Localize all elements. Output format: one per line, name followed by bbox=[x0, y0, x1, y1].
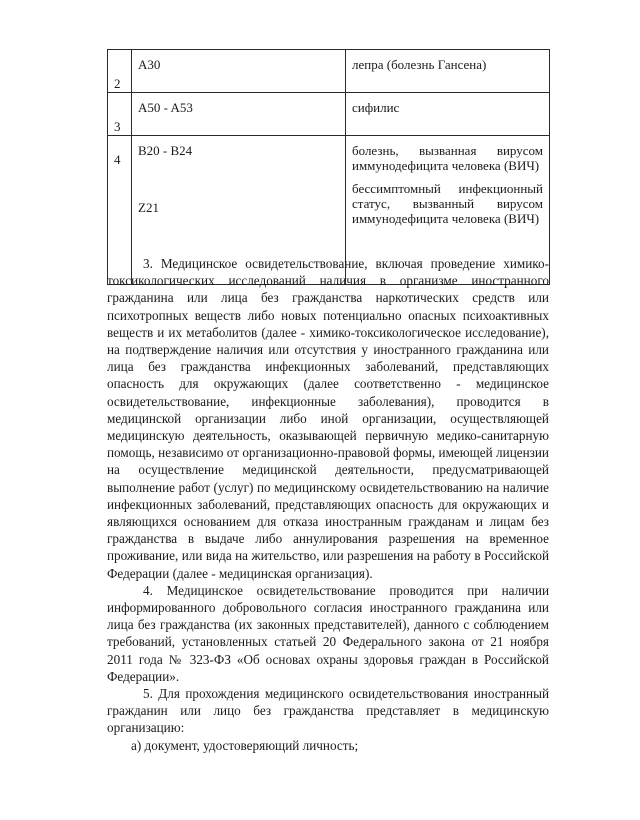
code-cell bbox=[132, 50, 346, 93]
disease-code: A30 bbox=[138, 57, 161, 72]
disease-name: сифилис bbox=[352, 100, 400, 115]
disease-code: A50 - A53 bbox=[138, 100, 193, 115]
disease-name-cell bbox=[346, 50, 550, 93]
row-number: 2 bbox=[114, 76, 121, 91]
disease-code-table bbox=[107, 49, 550, 285]
table-row bbox=[108, 93, 550, 136]
document-body bbox=[107, 255, 549, 754]
disease-name: болезнь, вызванная вирусом иммунодефицита человека (ВИЧ) bbox=[352, 143, 543, 173]
disease-name-cell bbox=[346, 93, 550, 136]
row-number: 4 bbox=[114, 152, 121, 167]
list-item-a: а) документ, удостоверяющий личность; bbox=[131, 737, 359, 753]
code-cell bbox=[132, 93, 346, 136]
row-number-cell bbox=[108, 93, 132, 136]
disease-name: лепра (болезнь Гансена) bbox=[352, 57, 487, 72]
disease-code: Z21 bbox=[138, 200, 159, 215]
table-row bbox=[108, 50, 550, 93]
row-number-cell bbox=[108, 50, 132, 93]
disease-code: B20 - B24 bbox=[138, 143, 193, 158]
disease-name: бессимптомный инфекционный статус, вызванный вирусом иммунодефицита человека (ВИЧ) bbox=[352, 181, 543, 226]
row-number: 3 bbox=[114, 119, 121, 134]
paragraph-4: 4. Медицинское освидетельствование проводится при наличии информированного добровольного согласия иностранного гражданина или лица без гражданства (их законных представителей), данного с соблюдением требований, установленных статьей 20 Федерального закона от 21 ноября 2011 года № 323-ФЗ «Об основах охраны здоровья граждан в Российской Федерации». bbox=[107, 582, 549, 684]
paragraph-5: 5. Для прохождения медицинского освидетельствования иностранный гражданин или лицо без гражданства представляет в медицинскую организацию: bbox=[107, 686, 549, 736]
paragraph-3: 3. Медицинское освидетельствование, включая проведение химико-токсикологических исследований наличия в организме иностранного гражданина или лица без гражданства наркотических средств или психотропных веществ либо новых потенциально опасных психоактивных веществ и их метаболитов (далее - химико-токсикологическое исследование), на подтверждение наличия или отсутствия у иностранного гражданина или лица без гражданства инфекционных заболеваний, представляющих опасность для окружающих (далее соответственно - медицинское освидетельствование, инфекционные заболевания), проводится в медицинской организации либо иной организации, осуществляющей медицинскую деятельность, оказывающей первичную медико-санитарную помощь, независимо от организационно-правовой формы, имеющей лицензии на осуществление медицинской деятельности, предусматривающей выполнение работ (услуг) по медицинскому освидетельствованию на наличие инфекционных заболеваний, представляющих опасность для окружающих и являющихся основанием для отказа иностранным гражданам и лицам без гражданства в выдаче либо аннулирования разрешения на временное проживание, или вида на жительство, или разрешения на работу в Российской Федерации (далее - медицинская организация). bbox=[107, 256, 549, 581]
